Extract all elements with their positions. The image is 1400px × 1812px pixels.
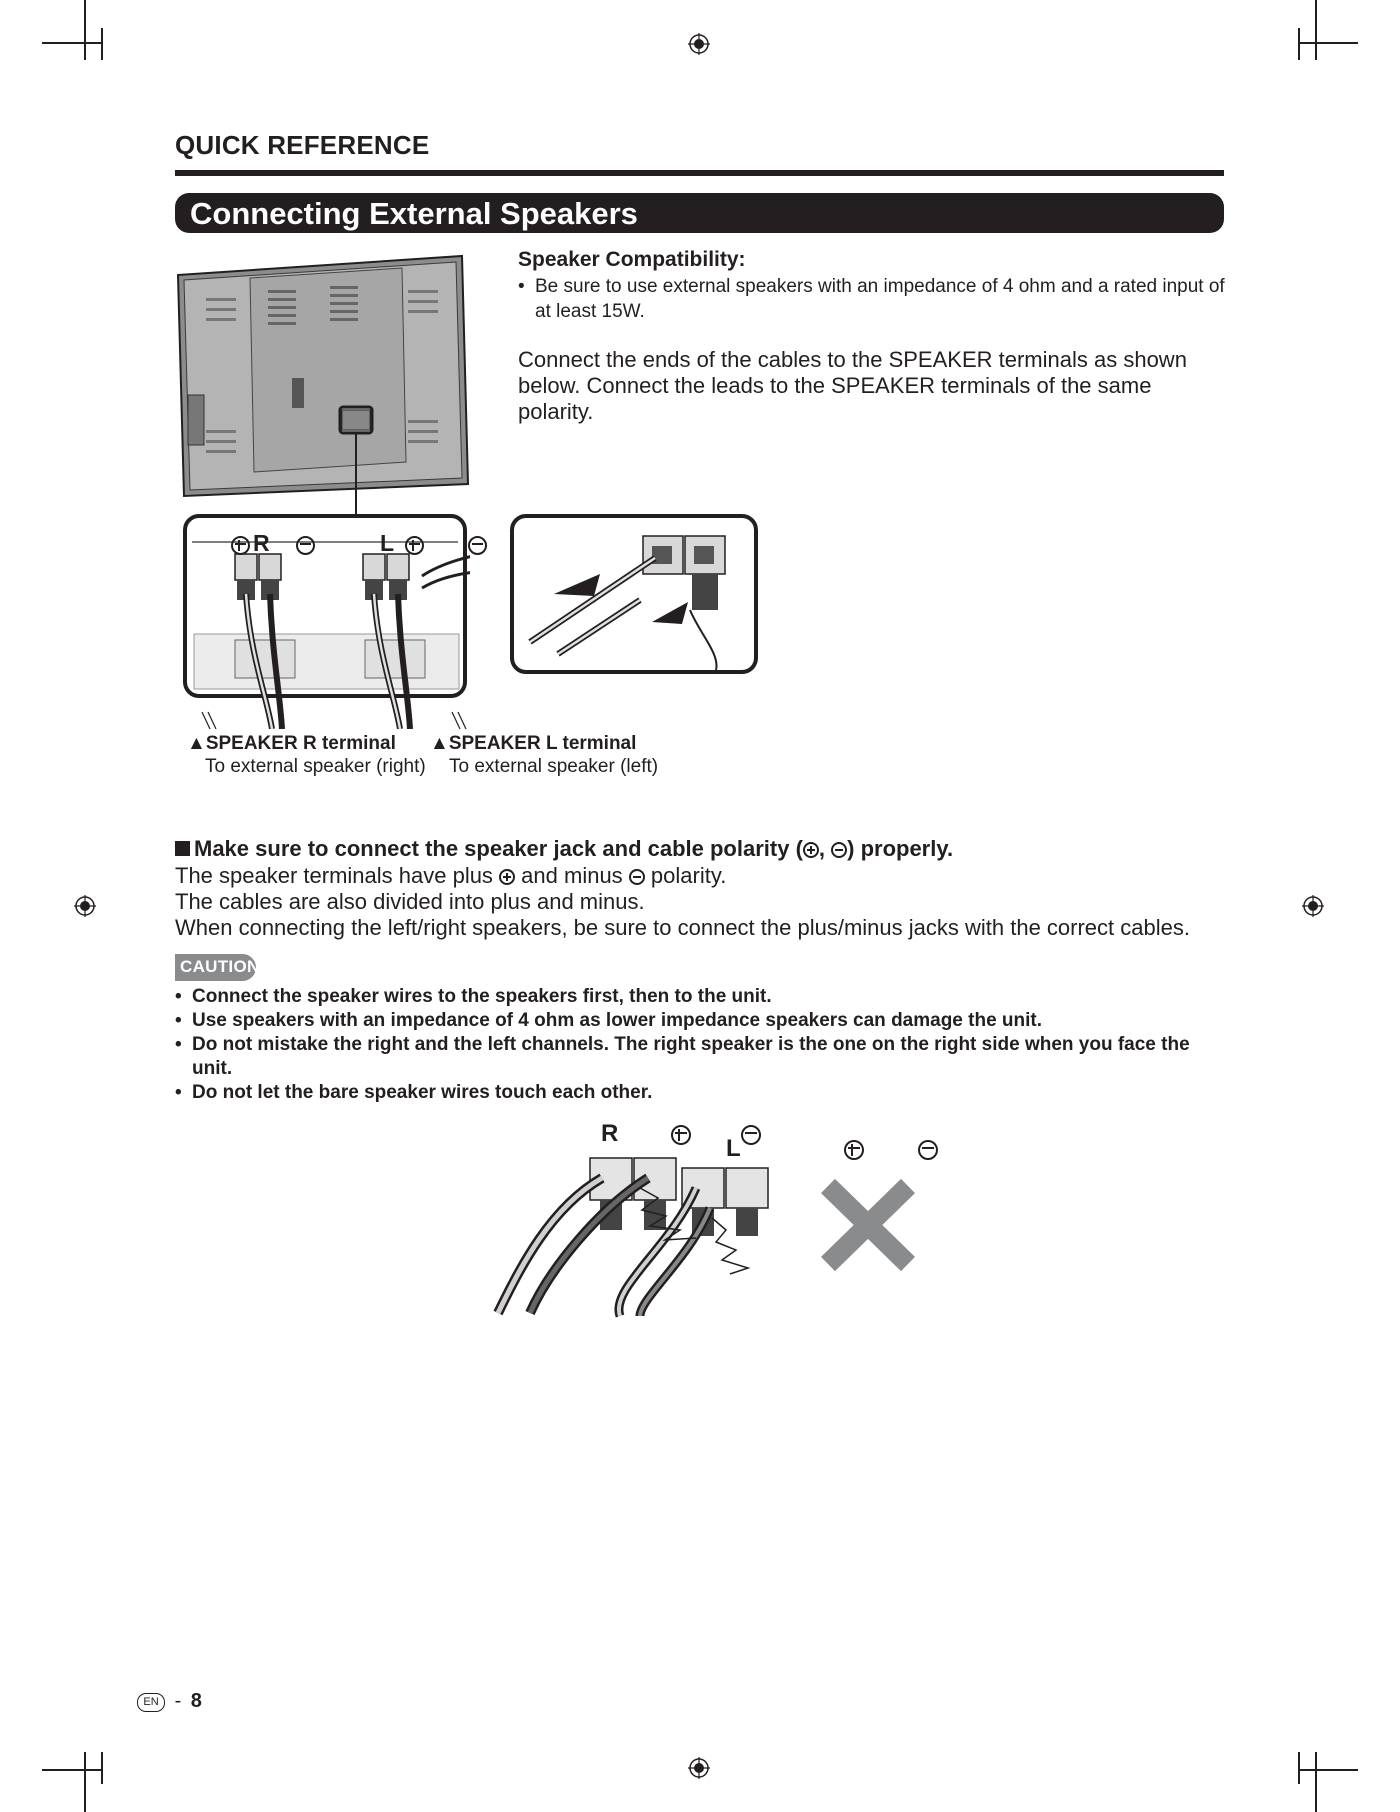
caution-item <box>175 1081 1225 1105</box>
r-terminal-sub: To external speaker (right) <box>205 756 426 777</box>
page-title-banner <box>175 193 1224 233</box>
caution-item-text: Do not mistake the right and the left channels. The right speaker is the one on the right side when you face the unit. <box>192 1034 1190 1079</box>
page-footer <box>137 1690 202 1713</box>
plus-icon <box>844 1140 864 1160</box>
caution-badge-text: CAUTION <box>180 957 260 976</box>
minus-icon <box>741 1125 761 1145</box>
l-terminal-sub: To external speaker (left) <box>449 756 659 777</box>
plus-icon <box>405 536 424 555</box>
instructions-paragraph: Connect the ends of the cables to the SPEAKER terminals as shown below. Connect the leads to the SPEAKER terminals of the same polarity. <box>518 347 1187 424</box>
jack-l-label: L <box>380 530 395 556</box>
page-number: 8 <box>190 1690 202 1712</box>
language-badge: EN <box>137 1693 165 1712</box>
registration-mark-icon <box>688 33 710 55</box>
crop-mark <box>42 42 102 44</box>
polarity-line-1a: The speaker terminals have plus <box>175 863 500 888</box>
wire-insertion-detail <box>510 514 760 674</box>
crop-mark <box>84 0 86 60</box>
tv-rear-illustration <box>172 250 472 520</box>
bullet-dot: • <box>175 1034 182 1055</box>
plus-icon <box>671 1125 691 1145</box>
bullet-dot: • <box>175 1010 182 1031</box>
registration-mark-icon <box>1302 895 1324 917</box>
caution-item <box>175 985 1225 1009</box>
compatibility-title: Speaker Compatibility: <box>518 248 746 271</box>
polarity-line-1c: polarity. <box>644 863 727 888</box>
crop-mark <box>1315 0 1317 60</box>
prohibited-x-icon <box>818 1176 918 1274</box>
caution-badge <box>175 954 260 981</box>
bullet-dot: • <box>175 1082 182 1103</box>
polarity-line-2: The cables are also divided into plus and minus. <box>175 889 645 914</box>
minus-icon <box>468 536 487 555</box>
plus-icon <box>231 536 250 555</box>
crop-mark <box>1298 42 1358 44</box>
r-terminal-label-text: SPEAKER R terminal <box>205 733 396 754</box>
polarity-line-1 <box>175 863 726 889</box>
l-terminal-label-text: SPEAKER L terminal <box>448 733 637 754</box>
caution-item <box>175 1009 1225 1033</box>
bottom-jack-r-label: R <box>601 1120 619 1147</box>
bottom-jack-l-label: L <box>726 1135 741 1162</box>
header-rule <box>175 170 1224 176</box>
jack-r-label: R <box>253 530 270 556</box>
crop-mark <box>42 1769 102 1771</box>
crop-mark <box>1298 1752 1300 1784</box>
section-title: QUICK REFERENCE <box>175 130 430 160</box>
crop-mark <box>1298 1769 1358 1771</box>
l-terminal-label: ▲SPEAKER L terminal <box>430 733 637 754</box>
minus-icon <box>831 842 847 858</box>
square-bullet-icon <box>175 841 190 856</box>
caution-item-text: Do not let the bare speaker wires touch each other. <box>192 1082 653 1103</box>
crop-mark <box>101 1752 103 1784</box>
polarity-heading-prefix: Make sure to connect the speaker jack and cable polarity ( <box>194 836 803 861</box>
polarity-heading <box>175 836 953 862</box>
minus-icon <box>918 1140 938 1160</box>
r-terminal-label: ▲SPEAKER R terminal <box>187 733 396 754</box>
polarity-line-1b: and minus <box>515 863 629 888</box>
crop-mark <box>1298 28 1300 60</box>
polarity-heading-comma: , <box>818 836 832 861</box>
registration-mark-icon <box>74 895 96 917</box>
plus-icon <box>803 842 819 858</box>
caution-item-text: Use speakers with an impedance of 4 ohm as lower impedance speakers can damage the unit. <box>192 1010 1043 1031</box>
registration-mark-icon <box>688 1757 710 1779</box>
page-title: Connecting External Speakers <box>190 196 638 231</box>
compatibility-text: Be sure to use external speakers with an impedance of 4 ohm and a rated input of at least 15W. <box>535 276 1225 322</box>
caution-item-text: Connect the speaker wires to the speakers first, then to the unit. <box>192 986 772 1007</box>
bullet-dot: • <box>518 276 525 297</box>
wires-touching-illustration <box>490 1148 810 1318</box>
polarity-heading-suffix: ) properly. <box>847 836 954 861</box>
minus-icon <box>629 869 645 885</box>
bullet-dot: • <box>175 986 182 1007</box>
crop-mark <box>84 1752 86 1812</box>
caution-list <box>175 985 1225 1105</box>
plus-icon <box>499 869 515 885</box>
crop-mark <box>101 28 103 60</box>
crop-mark <box>1315 1752 1317 1812</box>
caution-item <box>175 1033 1225 1081</box>
footer-separator: - <box>174 1690 182 1712</box>
polarity-line-3: When connecting the left/right speakers, be sure to connect the plus/minus jacks with the correct cables. <box>175 915 1190 940</box>
speaker-terminal-closeup <box>180 514 470 729</box>
